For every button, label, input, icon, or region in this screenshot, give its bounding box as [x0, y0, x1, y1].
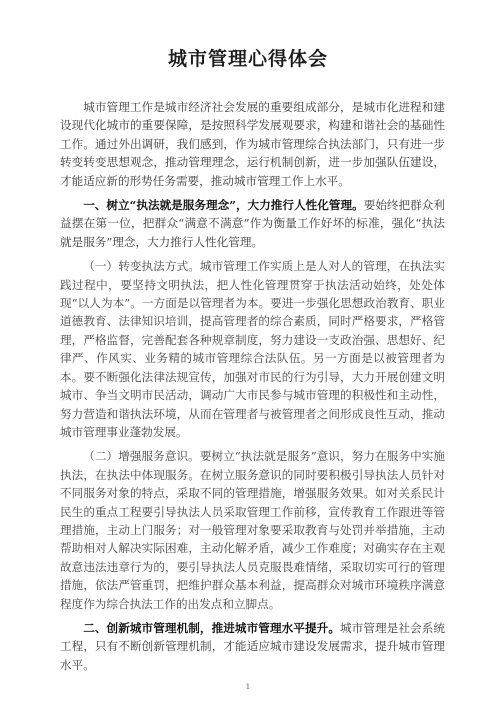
page-number: 1 — [245, 683, 251, 691]
section-heading: 一、树立“执法就是服务理念”，大力推行人性化管理。 — [83, 198, 364, 213]
section-heading: 二、创新城市管理机制，推进城市管理水平提升。 — [83, 620, 340, 635]
paragraph-text: 城市管理是社会系统工程，只有不断创新管理机制，才能适应城市建设发展需求，提升城市管理水平。 — [60, 620, 445, 672]
paragraph-subsection-two — [60, 447, 445, 613]
paragraph-text: 要始终把群众利益摆在第一位，把群众“满意不满意”作为衡量工作好坏的标准，强化“执法就是服务”理念，大力推行人性化管理。 — [60, 198, 445, 249]
paragraph-intro — [60, 98, 445, 190]
paragraph-text: （一）转变执法方式。城市管理工作实质上是人对人的管理，在执法实践过程中，要坚持文明执法，把人性化管理贯穿于执法活动始终，处处体现“以人为本”。一方面是以管理者为本。要进一步强化思想政治教育、职业道德教育、法律知识培训，提高管理者的综合素质，同时严格要求，严格管理，严格监督，完善配套各种规章制度，努力建设一支政治强、思想好、纪律严、作风实、业务精的城市管理综合法队伍。另一方面是以被管理者为本。要不断强化法律法规宣传，加强对市民的行为引导，大力开展创建文明城市、争当文明市民活动，调动广大市民参与城市管理的积极性和主动性，努力营造和谐执法环境，从而在管理者与被管理者之间形成良性互动，推动城市管理事业蓬勃发展。 — [60, 259, 445, 439]
paragraph-text: （二）增强服务意识。要树立“执法就是服务”意识，努力在服务中实施执法，在执法中体现服务。在树立服务意识的同时要积极引导执法人员针对不同服务对象的特点，采取不同的管理措施，增强服务效果。如对关系民计民生的重点工程要引导执法人员采取管理工作前移，宣传教育工作跟进等管理措施，主动上门服务；对一般管理对象要采取教育与处罚并举措施，主动帮助相对人解决实际困难，主动化解矛盾，减少工作难度；对确实存在主观故意违法违章行为的，要引导执法人员克服畏难情绪，采取切实可行的管理措施，依法严管重罚，把维护群众基本利益，提高群众对城市环境秩序满意程度作为综合执法工作的出发点和立脚点。 — [60, 449, 445, 611]
paragraph-text: 城市管理工作是城市经济社会发展的重要组成部分，是城市化进程和建设现代化城市的重要保障，是按照科学发展观要求，构建和谐社会的基础性工作。通过外出调研，我们感到，作为城市管理综合执法部门，只有进一步转变转变思想观念，推动管理理念，运行机制创新，进一步加强队伍建设，才能适应新的形势任务需要，推动城市管理工作上水平。 — [60, 100, 445, 188]
paragraph-section-one — [60, 196, 445, 251]
document-body — [60, 98, 445, 680]
document-title: 城市管理心得体会 — [167, 48, 328, 70]
paragraph-subsection-one — [60, 257, 445, 441]
paragraph-section-two — [60, 619, 445, 674]
